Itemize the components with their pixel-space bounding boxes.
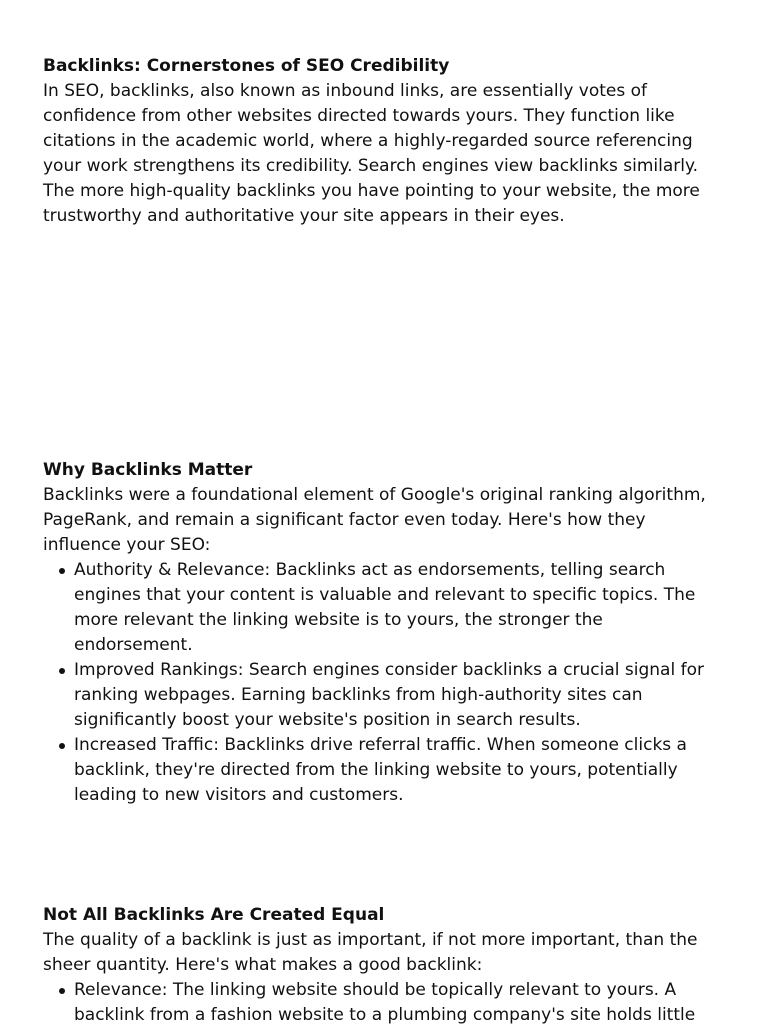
list-item-text: Increased Traffic: Backlinks drive referral traffic. When someone clicks a backlink, they're directed from the linking website to yours, potentially leading to new visitors and customers. — [74, 735, 687, 805]
list-item — [43, 733, 723, 808]
list-item-text: Authority & Relevance: Backlinks act as endorsements, telling search engines that your content is valuable and relevant to specific topics. The more relevant the linking website is to yours, the stronger the endorsement. — [74, 560, 696, 655]
bullet-list — [43, 558, 723, 808]
section-not-all-backlinks-equal — [43, 903, 723, 1024]
bullet-icon — [59, 988, 65, 994]
list-item — [43, 658, 723, 733]
list-item-text: Improved Rankings: Search engines consider backlinks a crucial signal for ranking webpages. Earning backlinks from high-authority sites can significantly boost your website's position in search results. — [74, 660, 704, 730]
section-heading: Not All Backlinks Are Created Equal — [43, 905, 385, 925]
section-backlinks-cornerstones — [43, 54, 723, 229]
section-why-backlinks-matter — [43, 458, 723, 808]
list-item — [43, 978, 723, 1024]
section-paragraph: In SEO, backlinks, also known as inbound links, are essentially votes of confidence from other websites directed towards yours. They function like citations in the academic world, where a highly-regarded source referencing your work strengthens its credibility. Search engines view backlinks similarly. The more high-quality backlinks you have pointing to your website, the more trustworthy and authoritative your site appears in their eyes. — [43, 81, 700, 226]
section-paragraph: The quality of a backlink is just as important, if not more important, than the sheer quantity. Here's what makes a good backlink: — [43, 930, 698, 975]
bullet-icon — [59, 568, 65, 574]
bullet-icon — [59, 743, 65, 749]
list-item — [43, 558, 723, 658]
section-heading: Why Backlinks Matter — [43, 460, 253, 480]
section-heading: Backlinks: Cornerstones of SEO Credibility — [43, 56, 450, 76]
bullet-list — [43, 978, 723, 1024]
bullet-icon — [59, 668, 65, 674]
list-item-text: Relevance: The linking website should be topically relevant to yours. A backlink from a fashion website to a plumbing company's site holds little — [74, 980, 696, 1024]
section-paragraph: Backlinks were a foundational element of Google's original ranking algorithm, PageRank, and remain a significant factor even today. Here's how they influence your SEO: — [43, 485, 706, 555]
